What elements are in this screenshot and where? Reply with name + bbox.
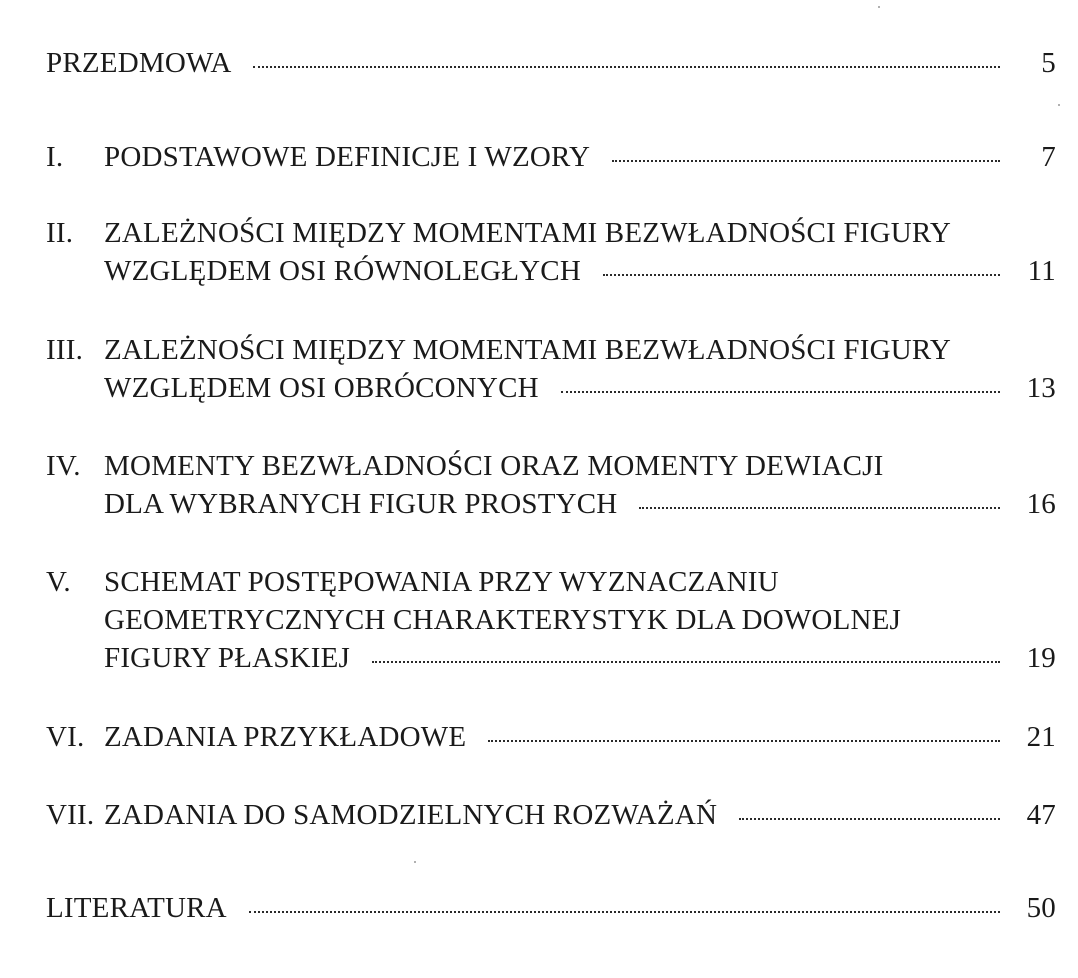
- toc-entry-chapter-5[interactable]: [46, 563, 1056, 677]
- chapter-number: VI.: [46, 721, 85, 753]
- dot-leader: [612, 158, 1000, 162]
- toc-page-number: 50: [1026, 892, 1056, 924]
- toc-entry-chapter-3[interactable]: [46, 331, 1056, 407]
- toc-entry-title-line: MOMENTY BEZWŁADNOŚCI ORAZ MOMENTY DEWIACJI: [104, 450, 884, 482]
- dot-leader: [372, 659, 1000, 663]
- toc-entry-title-line: WZGLĘDEM OSI OBRÓCONYCH: [104, 372, 539, 404]
- toc-entry-title: LITERATURA: [46, 892, 227, 924]
- scan-speck: [1058, 104, 1060, 106]
- toc-page-number: 19: [1026, 642, 1056, 674]
- chapter-number: III.: [46, 334, 84, 366]
- toc-entry-chapter-7[interactable]: [46, 796, 1056, 834]
- chapter-number: V.: [46, 566, 71, 598]
- dot-leader: [739, 816, 1000, 820]
- scan-speck: [414, 861, 416, 863]
- toc-entry-title-line: WZGLĘDEM OSI RÓWNOLEGŁYCH: [104, 255, 581, 287]
- dot-leader: [603, 272, 1000, 276]
- toc-entry-title-line: SCHEMAT POSTĘPOWANIA PRZY WYZNACZANIU: [104, 566, 779, 598]
- dot-leader: [253, 64, 1000, 68]
- chapter-number: I.: [46, 141, 64, 173]
- toc-page-number: 21: [1026, 721, 1056, 753]
- toc-page-number: 5: [1041, 47, 1056, 79]
- toc-page-number: 16: [1026, 488, 1056, 520]
- toc-page-number: 7: [1041, 141, 1056, 173]
- toc-entry-title-line: ZALEŻNOŚCI MIĘDZY MOMENTAMI BEZWŁADNOŚCI FIGURY: [104, 334, 951, 366]
- toc-entry-chapter-4[interactable]: [46, 447, 1056, 523]
- toc-entry-chapter-2[interactable]: [46, 214, 1056, 290]
- toc-entry-chapter-1[interactable]: [46, 138, 1056, 176]
- toc-entry-title-line: GEOMETRYCZNYCH CHARAKTERYSTYK DLA DOWOLNEJ: [104, 604, 902, 636]
- toc-page-number: 11: [1027, 255, 1056, 287]
- dot-leader: [561, 389, 1000, 393]
- toc-entry-title: PODSTAWOWE DEFINICJE I WZORY: [104, 141, 591, 173]
- toc-entry-title: ZADANIA DO SAMODZIELNYCH ROZWAŻAŃ: [104, 799, 718, 831]
- toc-page-number: 13: [1026, 372, 1056, 404]
- toc-page-number: 47: [1026, 799, 1056, 831]
- toc-entry-title-line: DLA WYBRANYCH FIGUR PROSTYCH: [104, 488, 618, 520]
- chapter-number: II.: [46, 217, 74, 249]
- toc-entry-preface[interactable]: [46, 44, 1056, 82]
- dot-leader: [488, 738, 1000, 742]
- toc-entry-literature[interactable]: [46, 889, 1056, 927]
- chapter-number: IV.: [46, 450, 81, 482]
- toc-entry-title-line: ZALEŻNOŚCI MIĘDZY MOMENTAMI BEZWŁADNOŚCI FIGURY: [104, 217, 951, 249]
- toc-entry-title: ZADANIA PRZYKŁADOWE: [104, 721, 467, 753]
- dot-leader: [639, 505, 1000, 509]
- toc-entry-chapter-6[interactable]: [46, 718, 1056, 756]
- dot-leader: [249, 909, 1000, 913]
- chapter-number: VII.: [46, 799, 95, 831]
- scan-speck: [878, 6, 880, 8]
- toc-entry-title-line: FIGURY PŁASKIEJ: [104, 642, 351, 674]
- toc-entry-title: PRZEDMOWA: [46, 47, 232, 79]
